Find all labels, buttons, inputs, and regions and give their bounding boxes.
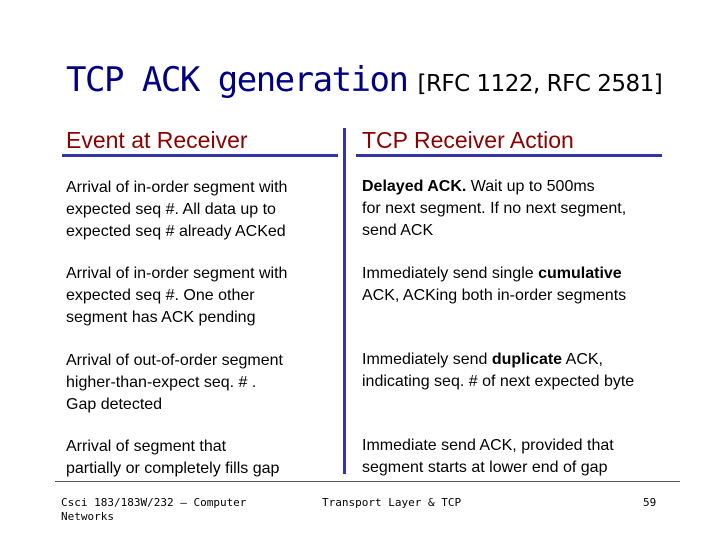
column-divider <box>343 128 346 474</box>
row-2-event: Arrival of in-order segment with expected seq #. One other segment has ACK pending <box>66 265 288 326</box>
header-action: TCP Receiver Action <box>362 127 574 153</box>
header-underline-left <box>62 154 338 157</box>
row-1-event: Arrival of in-order segment with expected seq #. All data up to expected seq # already ACKed <box>66 179 288 240</box>
row-2-action: Immediately send single cumulative ACK, ACKing both in-order segments <box>362 265 627 304</box>
title-main: TCP ACK generation <box>66 60 408 100</box>
footer-course: Csci 183/183W/232 – Computer Networks <box>61 496 247 523</box>
row-3-event: Arrival of out-of-order segment higher-than-expect seq. # . Gap detected <box>66 352 283 413</box>
slide-title <box>66 58 662 106</box>
row-4-action: Immediate send ACK, provided that segment starts at lower end of gap <box>362 437 614 476</box>
row-1-action: Delayed ACK. Wait up to 500ms for next segment. If no next segment, send ACK <box>362 178 627 239</box>
title-reference: [RFC 1122, RFC 2581] <box>417 71 663 97</box>
header-event: Event at Receiver <box>66 127 248 153</box>
footer-rule <box>55 481 680 482</box>
row-4-event: Arrival of segment that partially or completely fills gap <box>66 438 280 477</box>
row-3-action: Immediately send duplicate ACK, indicating seq. # of next expected byte <box>362 351 635 390</box>
footer-page-number: 59 <box>643 496 657 509</box>
footer-topic: Transport Layer & TCP <box>322 496 462 509</box>
header-underline-right <box>356 154 662 157</box>
